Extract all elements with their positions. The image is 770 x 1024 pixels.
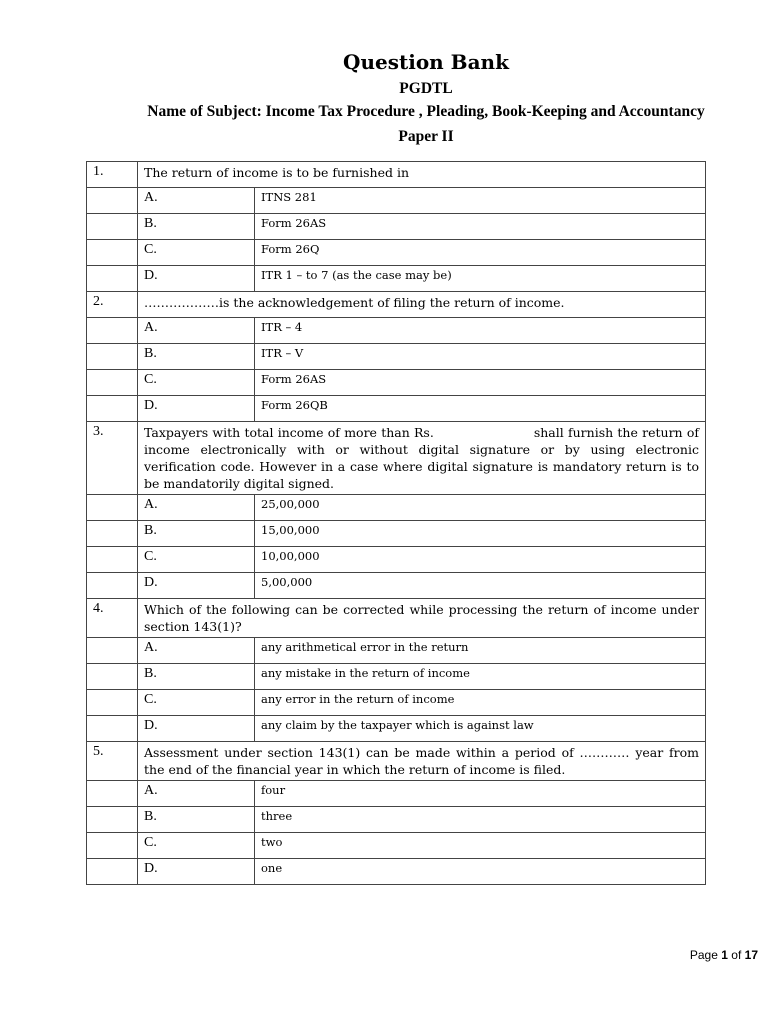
paper-name: Paper II: [398, 128, 454, 145]
option-letter: A.: [138, 188, 255, 214]
blank-cell: [87, 396, 138, 422]
option-letter: A.: [138, 781, 255, 807]
question-text: Which of the following can be corrected while processing the return of income under section 143(1)?: [138, 599, 706, 638]
question-text: The return of income is to be furnished in: [138, 162, 706, 188]
blank-cell: [87, 495, 138, 521]
question-text-part1: Taxpayers with total income of more than Rs.: [144, 425, 434, 440]
option-text: ITR – 4: [255, 318, 706, 344]
option-row: [87, 266, 706, 292]
question-text-part2: shall furnish the return of income electronically with or without digital signature or by using electronic verification code. However in a case where digital signature is mandatory return is to be mandatorily digital signed.: [144, 425, 699, 491]
blank-cell: [87, 266, 138, 292]
option-text: ITR – V: [255, 344, 706, 370]
blank-cell: [87, 833, 138, 859]
option-row: [87, 396, 706, 422]
blank-cell: [87, 716, 138, 742]
option-letter: D.: [138, 573, 255, 599]
option-text: 15,00,000: [255, 521, 706, 547]
option-row: [87, 716, 706, 742]
option-text: ITR 1 – to 7 (as the case may be): [255, 266, 706, 292]
blank-cell: [87, 781, 138, 807]
blank-cell: [87, 690, 138, 716]
option-text: Form 26AS: [255, 214, 706, 240]
subject-name: Name of Subject: Income Tax Procedure , Pleading, Book-Keeping and Accountancy: [147, 103, 705, 120]
blank-cell: [87, 188, 138, 214]
option-row: [87, 573, 706, 599]
option-text: two: [255, 833, 706, 859]
question-number: 4.: [87, 599, 138, 638]
option-letter: D.: [138, 396, 255, 422]
question-row: [87, 742, 706, 781]
page-current: 1: [721, 948, 728, 962]
page-total: 17: [744, 948, 758, 962]
question-number: 1.: [87, 162, 138, 188]
option-letter: C.: [138, 370, 255, 396]
option-text: one: [255, 859, 706, 885]
option-letter: B.: [138, 344, 255, 370]
option-row: [87, 370, 706, 396]
option-row: [87, 664, 706, 690]
option-row: [87, 781, 706, 807]
option-text: three: [255, 807, 706, 833]
option-letter: A.: [138, 318, 255, 344]
option-row: [87, 521, 706, 547]
blank-cell: [87, 547, 138, 573]
question-number: 5.: [87, 742, 138, 781]
option-letter: C.: [138, 240, 255, 266]
option-letter: C.: [138, 833, 255, 859]
question-row: [87, 292, 706, 318]
question-text: Assessment under section 143(1) can be made within a period of ………… year from the end of the financial year in which the return of income is filed.: [138, 742, 706, 781]
option-text: any arithmetical error in the return: [255, 638, 706, 664]
option-row: [87, 638, 706, 664]
option-row: [87, 318, 706, 344]
question-text: ………………is the acknowledgement of filing the return of income.: [138, 292, 706, 318]
option-letter: D.: [138, 266, 255, 292]
option-text: Form 26QB: [255, 396, 706, 422]
option-letter: B.: [138, 664, 255, 690]
blank-cell: [87, 344, 138, 370]
option-row: [87, 344, 706, 370]
option-row: [87, 495, 706, 521]
option-row: [87, 859, 706, 885]
question-number: 2.: [87, 292, 138, 318]
blank-cell: [87, 807, 138, 833]
option-row: [87, 833, 706, 859]
option-row: [87, 547, 706, 573]
option-letter: B.: [138, 807, 255, 833]
option-letter: A.: [138, 495, 255, 521]
question-text: [138, 422, 706, 495]
blank-cell: [87, 240, 138, 266]
blank-cell: [87, 370, 138, 396]
option-letter: D.: [138, 716, 255, 742]
page-footer: [690, 948, 758, 962]
blank-cell: [87, 638, 138, 664]
option-letter: C.: [138, 690, 255, 716]
option-letter: A.: [138, 638, 255, 664]
option-letter: C.: [138, 547, 255, 573]
blank-cell: [87, 573, 138, 599]
option-text: ITNS 281: [255, 188, 706, 214]
option-letter: B.: [138, 214, 255, 240]
blank-cell: [87, 664, 138, 690]
option-row: [87, 807, 706, 833]
option-text: Form 26AS: [255, 370, 706, 396]
option-row: [87, 188, 706, 214]
page-of: of: [731, 948, 742, 962]
option-text: four: [255, 781, 706, 807]
option-text: any mistake in the return of income: [255, 664, 706, 690]
option-letter: D.: [138, 859, 255, 885]
page-title: Question Bank: [343, 50, 509, 74]
option-text: 25,00,000: [255, 495, 706, 521]
question-row: [87, 422, 706, 495]
question-row: [87, 162, 706, 188]
option-letter: B.: [138, 521, 255, 547]
program-name: PGDTL: [399, 80, 453, 97]
page-word: Page: [689, 948, 718, 962]
blank-cell: [87, 318, 138, 344]
question-number: 3.: [87, 422, 138, 495]
option-text: Form 26Q: [255, 240, 706, 266]
option-row: [87, 240, 706, 266]
blank-cell: [87, 859, 138, 885]
option-text: 5,00,000: [255, 573, 706, 599]
blank-cell: [87, 214, 138, 240]
blank-cell: [87, 521, 138, 547]
option-row: [87, 690, 706, 716]
option-text: any error in the return of income: [255, 690, 706, 716]
option-row: [87, 214, 706, 240]
question-row: [87, 599, 706, 638]
option-text: 10,00,000: [255, 547, 706, 573]
question-table: [86, 161, 706, 885]
option-text: any claim by the taxpayer which is against law: [255, 716, 706, 742]
